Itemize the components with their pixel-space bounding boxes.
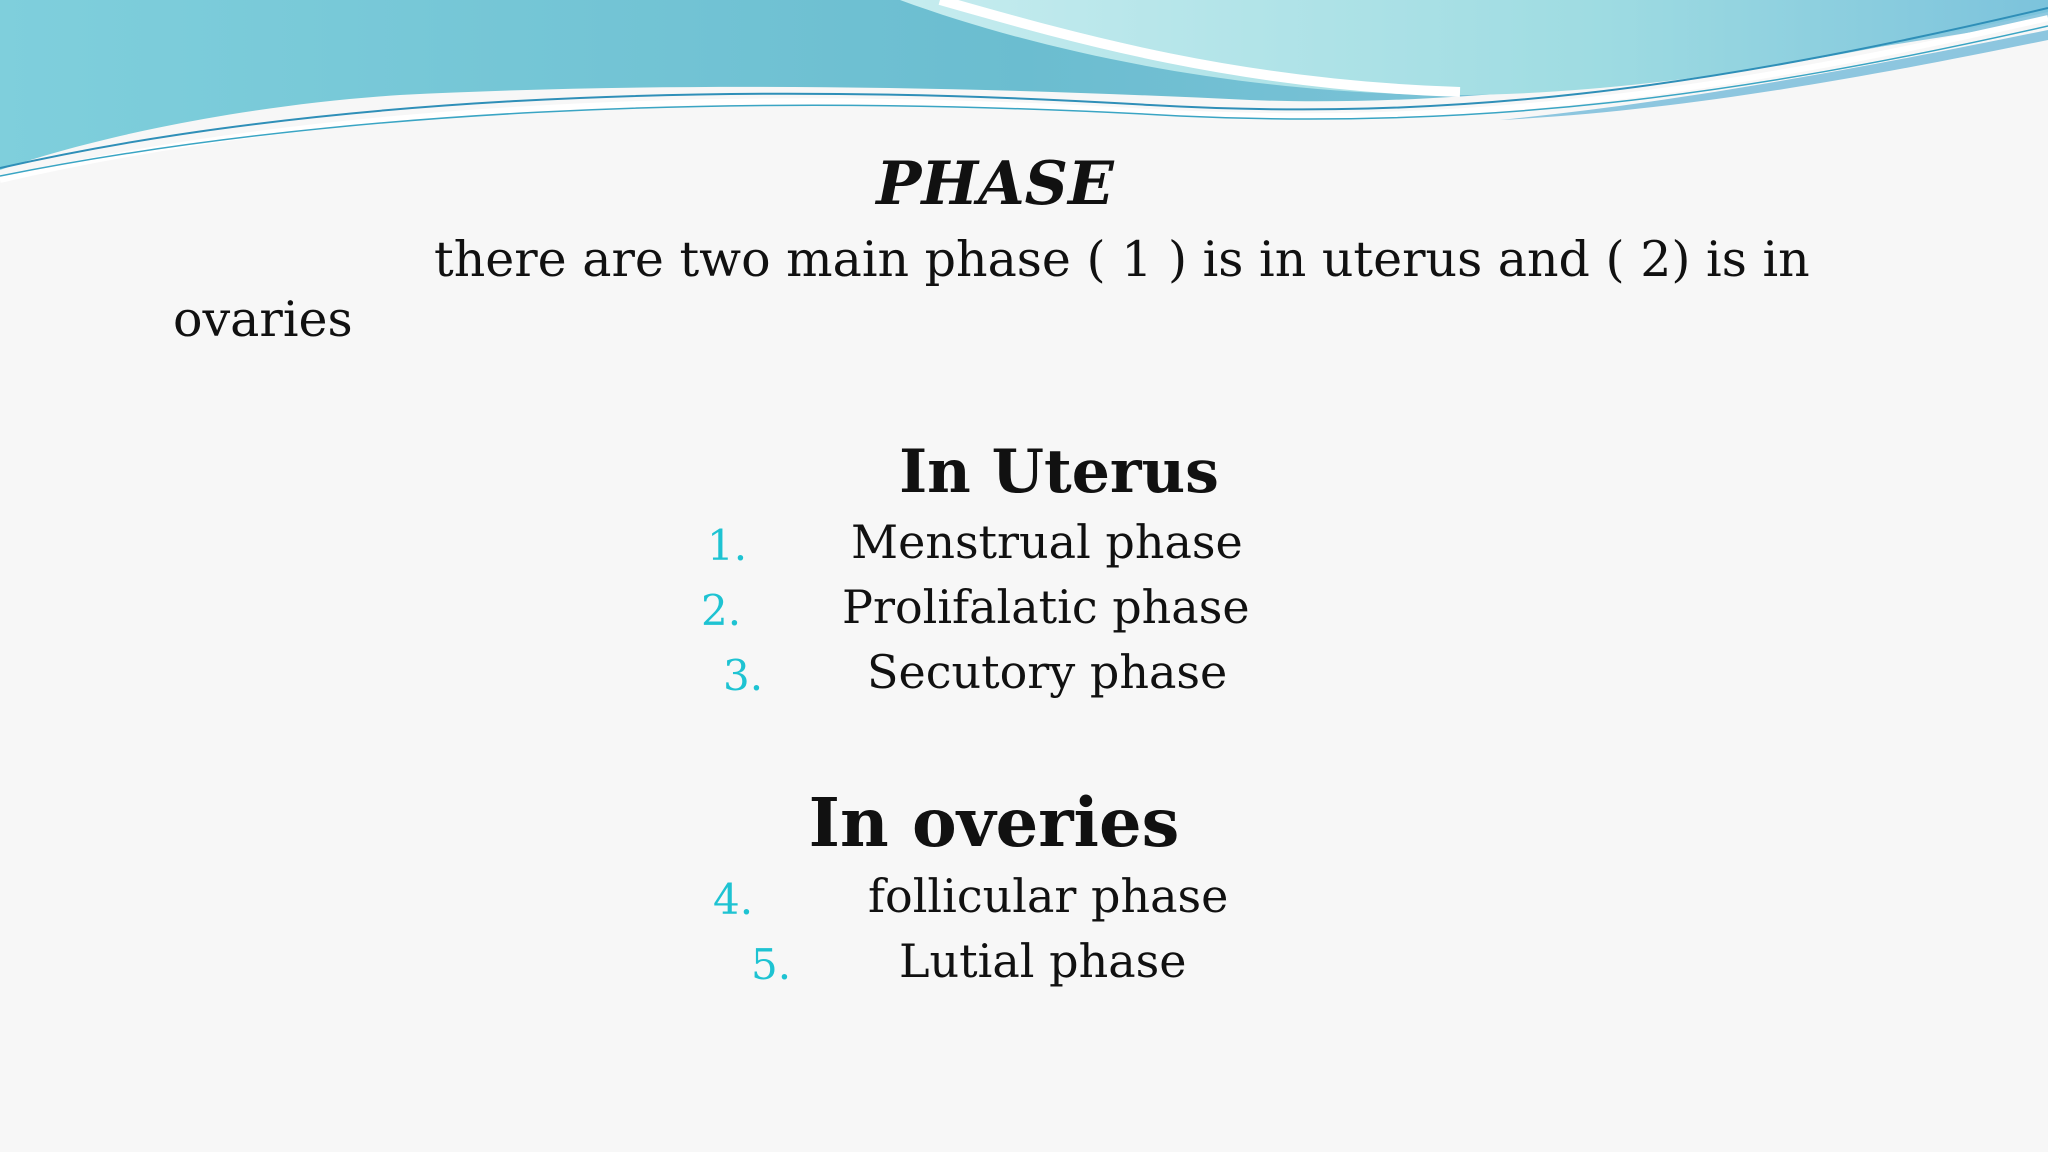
intro-text-line-1: there are two main phase ( 1 ) is in uterus and ( 2) is in: [434, 231, 1810, 288]
list-number: 4.: [713, 875, 754, 924]
list-item-label: Lutial phase: [899, 934, 1187, 988]
slide-title: PHASE: [876, 149, 1114, 219]
list-item-label: Menstrual phase: [851, 515, 1243, 569]
list-item-label: Prolifalatic phase: [842, 580, 1250, 634]
uterus-heading: In Uterus: [899, 437, 1219, 507]
list-number: 2.: [701, 586, 742, 635]
list-number: 3.: [723, 651, 764, 700]
list-number: 1.: [707, 521, 748, 570]
intro-text-line-2: ovaries: [173, 291, 353, 348]
list-item-label: follicular phase: [868, 869, 1229, 923]
list-number: 5.: [751, 940, 792, 989]
list-item-label: Secutory phase: [867, 645, 1228, 699]
ovaries-heading: In overies: [808, 783, 1180, 862]
